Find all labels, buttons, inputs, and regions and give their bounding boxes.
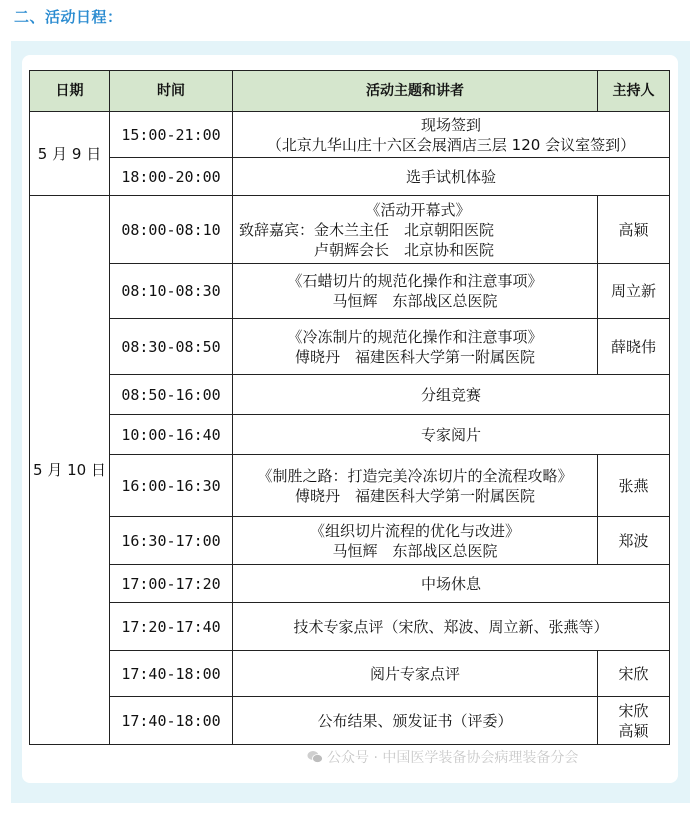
time-cell: 08:30-08:50 — [110, 319, 233, 375]
table-row — [30, 112, 670, 158]
table-row — [30, 517, 670, 565]
table-row — [30, 565, 670, 603]
topic-cell — [233, 319, 598, 375]
table-row — [30, 455, 670, 517]
topic-cell — [233, 415, 670, 455]
header-host: 主持人 — [598, 71, 670, 112]
host-cell: 郑波 — [598, 517, 670, 565]
host-cell: 宋欣 — [598, 651, 670, 697]
topic-cell — [233, 158, 670, 196]
time-cell: 16:30-17:00 — [110, 517, 233, 565]
time-cell: 08:00-08:10 — [110, 196, 233, 264]
table-row — [30, 651, 670, 697]
time-cell: 17:40-18:00 — [110, 697, 233, 745]
time-cell: 08:10-08:30 — [110, 264, 233, 319]
time-cell: 08:50-16:00 — [110, 375, 233, 415]
time-cell: 15:00-21:00 — [110, 112, 233, 158]
topic-cell — [233, 517, 598, 565]
watermark-text: 公众号 · 中国医学装备协会病理装备分会 — [327, 750, 579, 766]
table-header-row — [30, 71, 670, 112]
table-row — [30, 697, 670, 745]
table-row — [30, 415, 670, 455]
time-cell: 17:40-18:00 — [110, 651, 233, 697]
topic-line: 阅片专家点评 — [369, 664, 460, 683]
topic-line: 公布结果、颁发证书（评委） — [317, 711, 513, 730]
topic-cell — [233, 196, 598, 264]
time-cell: 18:00-20:00 — [110, 158, 233, 196]
table-row — [30, 319, 670, 375]
host-line: 高颖 — [618, 721, 649, 740]
topic-line: 《活动开幕式》 — [365, 200, 471, 219]
section-heading: 二、活动日程： — [14, 8, 123, 26]
topic-cell — [233, 697, 598, 745]
topic-cell — [233, 455, 598, 517]
topic-line: 专家阅片 — [420, 425, 481, 444]
time-cell: 17:00-17:20 — [110, 565, 233, 603]
table-row — [30, 158, 670, 196]
topic-line: 致辞嘉宾：金木兰主任 北京朝阳医院 — [239, 220, 495, 239]
time-cell: 16:00-16:30 — [110, 455, 233, 517]
topic-line: 傅晓丹 福建医科大学第一附属医院 — [294, 347, 535, 366]
topic-cell — [233, 112, 670, 158]
host-cell: 薛晓伟 — [598, 319, 670, 375]
host-cell: 周立新 — [598, 264, 670, 319]
host-cell — [598, 697, 670, 745]
table-row — [30, 196, 670, 264]
topic-line: （北京九华山庄十六区会展酒店三层 120 会议室签到） — [266, 135, 636, 154]
topic-cell — [233, 375, 670, 415]
topic-line: 中场休息 — [420, 574, 481, 593]
topic-cell — [233, 565, 670, 603]
topic-line: 《石蜡切片的规范化操作和注意事项》 — [287, 272, 543, 290]
header-date: 日期 — [30, 71, 110, 112]
topic-line: 分组竞赛 — [420, 385, 481, 404]
host-cell: 张燕 — [598, 455, 670, 517]
watermark — [307, 747, 578, 767]
topic-cell — [233, 603, 670, 651]
topic-line: 马恒辉 东部战区总医院 — [332, 541, 498, 560]
table-row — [30, 264, 670, 319]
table-row — [30, 375, 670, 415]
table-row — [30, 603, 670, 651]
topic-line: 《制胜之路：打造完美冷冻切片的全流程攻略》 — [257, 466, 573, 485]
topic-line: 现场签到 — [420, 115, 481, 134]
date-cell: 5 月 10 日 — [30, 196, 110, 745]
topic-cell — [233, 264, 598, 319]
topic-line: 傅晓丹 福建医科大学第一附属医院 — [294, 486, 535, 505]
header-topic: 活动主题和讲者 — [233, 71, 598, 112]
host-cell: 高颖 — [598, 196, 670, 264]
topic-line: 《冷冻制片的规范化操作和注意事项》 — [287, 327, 543, 346]
time-cell: 10:00-16:40 — [110, 415, 233, 455]
header-time: 时间 — [110, 71, 233, 112]
host-line: 宋欣 — [618, 701, 649, 720]
topic-line: 选手试机体验 — [405, 167, 496, 186]
topic-line: 卢朝辉会长 北京协和医院 — [239, 240, 495, 259]
date-cell: 5 月 9 日 — [30, 112, 110, 196]
wechat-icon — [307, 750, 323, 764]
schedule-table — [29, 70, 670, 745]
topic-cell — [233, 651, 598, 697]
topic-line: 《组织切片流程的优化与改进》 — [309, 521, 520, 540]
time-cell: 17:20-17:40 — [110, 603, 233, 651]
topic-line: 技术专家点评（宋欣、郑波、周立新、张燕等） — [293, 617, 609, 636]
topic-line: 马恒辉 东部战区总医院 — [332, 292, 498, 310]
